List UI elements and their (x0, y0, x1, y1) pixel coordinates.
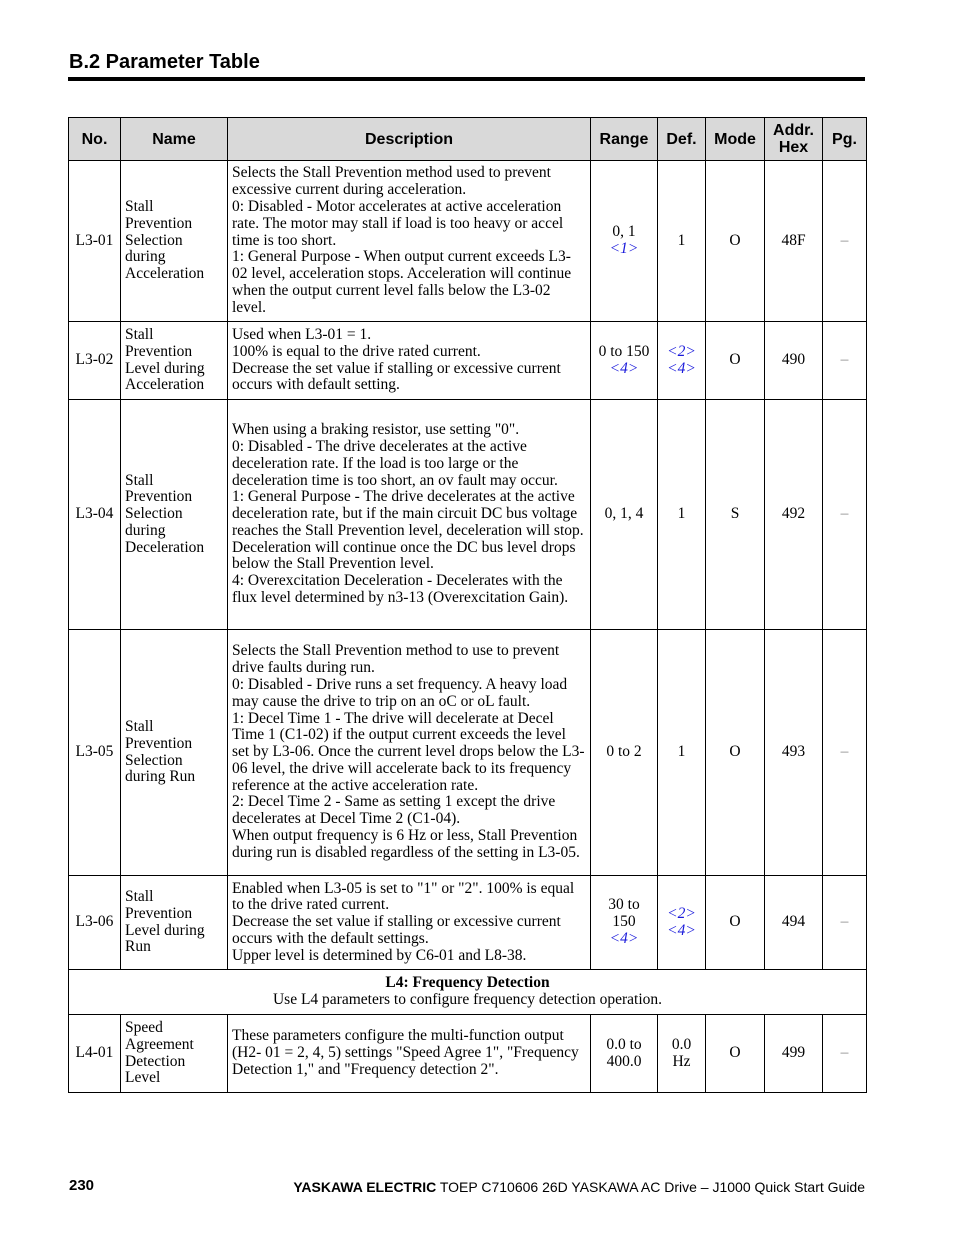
param-default (658, 1015, 706, 1093)
param-mode: O (706, 1015, 765, 1093)
param-page: – (823, 322, 867, 400)
header-mode: Mode (706, 118, 765, 161)
param-name-line: Acceleration (125, 376, 205, 394)
param-range (591, 161, 658, 322)
default-line: 0.0 (671, 1035, 692, 1053)
param-name-line: Prevention (125, 214, 193, 232)
description-line: 2: Decel Time 2 - Same as setting 1 except the drive decelerates at Decel Time 2 (C1-04). (232, 793, 556, 828)
header-def: Def. (658, 118, 706, 161)
param-name-line: Stall (125, 887, 154, 905)
param-number: L4-01 (69, 1015, 121, 1093)
default-footnote-ref: <4> (667, 359, 696, 377)
param-mode: S (706, 400, 765, 630)
header-name: Name (121, 118, 228, 161)
description-line: When using a braking resistor, use setting "0". (232, 421, 520, 439)
param-name (121, 1015, 228, 1093)
description-line: 1: Decel Time 1 - The drive will decelerate at Decel Time 1 (C1-02) if the output current exceeds the level set by L3-06. Once the current level drops below the L3-06 level, the drive will accelerate back to its frequency reference at the active acceleration rate. (232, 709, 585, 794)
group-description: Use L4 parameters to configure frequency detection operation. (272, 991, 663, 1008)
param-name (121, 876, 228, 970)
footer-doc: TOEP C710606 26D YASKAWA AC Drive – J1000 Quick Start Guide (436, 1179, 865, 1195)
param-default (658, 400, 706, 630)
param-mode: O (706, 876, 765, 970)
table-row (69, 400, 867, 630)
param-range (591, 630, 658, 876)
description-line: 1: General Purpose - The drive decelerates at the active deceleration rate, but if the main circuit DC bus voltage reaches the Stall Prevention level, deceleration will stop. Deceleration will continue once the DC bus level drops below the Stall Prevention level. (232, 488, 584, 573)
param-description (228, 400, 591, 630)
param-page: – (823, 630, 867, 876)
param-name-line: Level during (125, 359, 205, 377)
param-range (591, 1015, 658, 1093)
table-body (69, 161, 867, 1093)
range-line: 0 to 150 (598, 342, 650, 360)
default-line: 1 (677, 743, 686, 761)
description-line: Used when L3-01 = 1. (232, 325, 372, 343)
param-number: L3-04 (69, 400, 121, 630)
param-mode: O (706, 630, 765, 876)
param-address-hex: 492 (765, 400, 823, 630)
param-name (121, 322, 228, 400)
param-name (121, 630, 228, 876)
param-description (228, 630, 591, 876)
param-default (658, 876, 706, 970)
param-description (228, 322, 591, 400)
header-description: Description (228, 118, 591, 161)
description-line: 0: Disabled - The drive decelerates at the active deceleration rate. If the load is too large or the deceleration time is too short, an ov fault may occur. (232, 437, 558, 489)
header-addr (765, 118, 823, 161)
range-line: 30 to (608, 896, 640, 914)
header-no: No. (69, 118, 121, 161)
param-name-line: Prevention (125, 904, 193, 922)
param-address-hex: 48F (765, 161, 823, 322)
param-description (228, 161, 591, 322)
param-name-line: during Run (125, 768, 196, 786)
range-footnote-ref: <1> (609, 240, 639, 257)
param-range (591, 400, 658, 630)
param-name-line: during (125, 521, 166, 539)
param-address-hex: 494 (765, 876, 823, 970)
param-page: – (823, 161, 867, 322)
param-default (658, 630, 706, 876)
param-name-line: Prevention (125, 734, 193, 752)
param-name-line: Agreement (125, 1035, 194, 1053)
description-line: 0: Disabled - Drive runs a set frequency. A heavy load may cause the drive to trip on an oC or oL fault. (232, 675, 568, 710)
default-footnote-ref: <4> (667, 921, 696, 939)
footer-title (293, 1179, 865, 1195)
section-title: B.2 Parameter Table (69, 51, 260, 73)
range-line: 0, 1 (612, 223, 636, 241)
header-range: Range (591, 118, 658, 161)
description-line: 1: General Purpose - When output current exceeds L3-02 level, acceleration stops. Acceleration will continue when the output current level falls below the L3-02 level. (232, 248, 572, 316)
param-name-line: Run (125, 938, 151, 956)
range-line: 0 to 2 (606, 743, 642, 761)
param-default (658, 322, 706, 400)
default-line: Hz (672, 1052, 691, 1070)
param-number: L3-05 (69, 630, 121, 876)
param-page: – (823, 1015, 867, 1093)
param-name-line: Speed (125, 1018, 163, 1036)
range-line: 150 (612, 913, 636, 931)
param-number: L3-01 (69, 161, 121, 322)
param-name-line: Stall (125, 471, 154, 489)
param-name-line: Acceleration (125, 265, 205, 283)
default-line: 1 (677, 231, 686, 249)
footer-brand: YASKAWA ELECTRIC (293, 1179, 437, 1195)
param-name-line: Deceleration (125, 538, 205, 556)
description-line: Selects the Stall Prevention method to use to prevent drive faults during run. (232, 642, 560, 677)
description-line: When output frequency is 6 Hz or less, Stall Prevention during run is disabled regardless of the setting in L3-05. (232, 827, 580, 861)
header-addr-line1: Addr. (773, 122, 814, 139)
description-line: 4: Overexcitation Deceleration - Decelerates with the flux level determined by n3-13 (Overexcitation Gain). (232, 572, 569, 607)
param-number: L3-02 (69, 322, 121, 400)
group-header-cell (69, 970, 867, 1015)
parameter-table (68, 117, 867, 1093)
table-row (69, 630, 867, 876)
table-header-row (69, 118, 867, 161)
param-name (121, 161, 228, 322)
param-name-line: Detection (125, 1052, 186, 1070)
param-mode: O (706, 322, 765, 400)
description-line: Decrease the set value if stalling or excessive current occurs with default setting. (232, 359, 561, 394)
param-description (228, 1015, 591, 1093)
table-row (69, 876, 867, 970)
param-range (591, 322, 658, 400)
range-line: 0, 1, 4 (604, 505, 644, 523)
description-line: 100% is equal to the drive rated current. (232, 342, 481, 360)
param-mode: O (706, 161, 765, 322)
description-line: Selects the Stall Prevention method used to prevent excessive current during acceleration. (232, 164, 551, 199)
description-line: 0: Disabled - Motor accelerates at active acceleration rate. The motor may stall if load is too heavy or accel time is too short. (232, 198, 564, 249)
param-name (121, 400, 228, 630)
page-number: 230 (69, 1177, 95, 1194)
range-line: 400.0 (606, 1052, 642, 1070)
header-pg: Pg. (823, 118, 867, 161)
header-addr-line2: Hex (778, 139, 809, 156)
param-name-line: Stall (125, 198, 154, 215)
default-line: 1 (677, 505, 686, 523)
param-number: L3-06 (69, 876, 121, 970)
param-name-line: Stall (125, 717, 154, 735)
param-name-line: Level during (125, 921, 205, 939)
param-page: – (823, 876, 867, 970)
group-title: L4: Frequency Detection (385, 974, 550, 992)
param-name-line: during (125, 248, 166, 266)
default-footnote-ref: <2> (667, 342, 696, 360)
description-line: Decrease the set value if stalling or excessive current occurs with the default settings. (232, 913, 561, 947)
param-address-hex: 493 (765, 630, 823, 876)
group-header-row (69, 970, 867, 1015)
param-name-line: Prevention (125, 488, 193, 506)
table-row (69, 1015, 867, 1093)
param-name-line: Selection (125, 751, 183, 769)
param-address-hex: 490 (765, 322, 823, 400)
table-row (69, 322, 867, 400)
table-row (69, 161, 867, 322)
range-footnote-ref: <4> (609, 359, 639, 377)
range-footnote-ref: <4> (609, 929, 639, 947)
range-line: 0.0 to (606, 1035, 642, 1053)
param-address-hex: 499 (765, 1015, 823, 1093)
param-name-line: Level (125, 1069, 161, 1087)
param-default (658, 161, 706, 322)
param-range (591, 876, 658, 970)
description-line: Upper level is determined by C6-01 and L8-38. (232, 946, 527, 964)
param-name-line: Prevention (125, 342, 193, 360)
description-line: Enabled when L3-05 is set to "1" or "2". 100% is equal to the drive rated current. (232, 879, 575, 914)
title-rule (68, 77, 865, 81)
param-name-line: Stall (125, 325, 154, 343)
param-name-line: Selection (125, 505, 183, 523)
param-description (228, 876, 591, 970)
param-page: – (823, 400, 867, 630)
description-line: These parameters configure the multi-function output (H2- 01 = 2, 4, 5) settings "Speed Agree 1", "Frequency Detection 1," and "Frequency detection 2". (232, 1027, 579, 1078)
default-footnote-ref: <2> (667, 904, 696, 922)
param-name-line: Selection (125, 231, 183, 249)
